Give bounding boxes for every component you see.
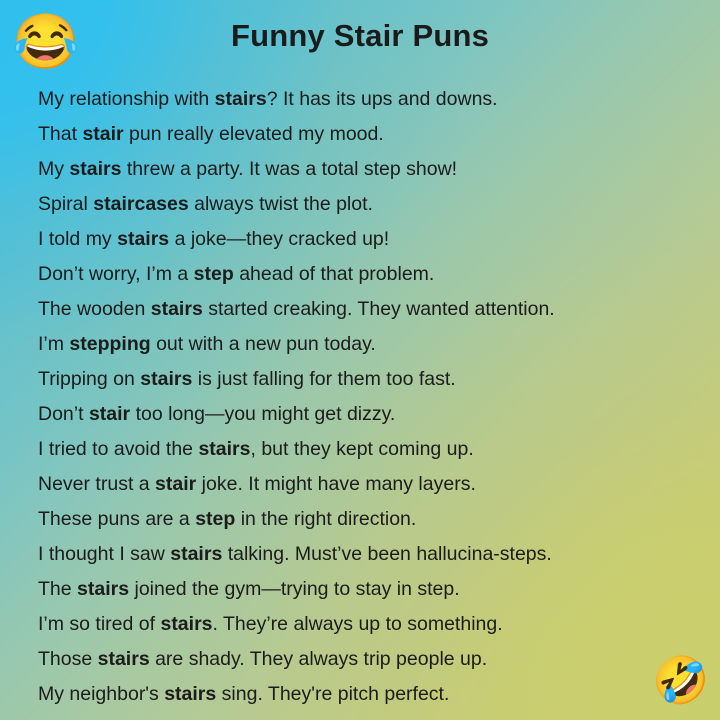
pun-text: I tried to avoid the <box>38 438 199 460</box>
pun-line <box>38 677 692 712</box>
pun-text: in the right direction. <box>235 508 417 530</box>
pun-text: joined the gym—trying to stay in step. <box>129 578 460 600</box>
pun-line <box>38 502 692 537</box>
pun-keyword: stairs <box>150 298 203 320</box>
pun-line <box>38 432 692 467</box>
pun-text: threw a party. It was a total step show! <box>121 158 458 180</box>
pun-text: Spiral <box>38 193 94 215</box>
pun-text: a joke—they cracked up! <box>169 228 390 250</box>
pun-text: Don’t worry, I’m a <box>38 263 194 285</box>
pun-keyword: stairs <box>69 158 122 180</box>
pun-line <box>38 467 692 502</box>
pun-line <box>38 572 692 607</box>
pun-text: These puns are a <box>38 508 196 530</box>
pun-line <box>38 642 692 677</box>
pun-keyword: stairs <box>170 543 223 565</box>
laughing-emoji-icon: 😂 <box>12 12 80 72</box>
pun-line <box>38 82 692 117</box>
pun-keyword: stairs <box>77 578 130 600</box>
pun-keyword: stepping <box>69 333 151 355</box>
pun-text: Never trust a <box>38 473 156 495</box>
pun-text: Those <box>38 648 98 670</box>
pun-keyword: step <box>193 263 234 285</box>
page-title: Funny Stair Puns <box>230 18 490 53</box>
pun-keyword: stairs <box>160 613 213 635</box>
pun-keyword: stair <box>82 123 124 145</box>
pun-text: out with a new pun today. <box>150 333 376 355</box>
pun-text: My relationship with <box>38 88 215 110</box>
pun-text: I’m so tired of <box>38 613 161 635</box>
pun-keyword: stairs <box>164 683 217 705</box>
pun-line <box>38 187 692 222</box>
pun-text: is just falling for them too fast. <box>192 368 456 390</box>
pun-keyword: stairs <box>97 648 150 670</box>
pun-text: always twist the plot. <box>188 193 373 215</box>
pun-text: I thought I saw <box>38 543 171 565</box>
pun-line <box>38 362 692 397</box>
pun-text: Don’t <box>38 403 89 425</box>
pun-text: are shady. They always trip people up. <box>149 648 488 670</box>
pun-text: ? It has its ups and downs. <box>266 88 498 110</box>
pun-line <box>38 222 692 257</box>
pun-keyword: stairs <box>140 368 193 390</box>
pun-keyword: stair <box>155 473 197 495</box>
pun-line <box>38 257 692 292</box>
pun-text: I told my <box>38 228 118 250</box>
pun-keyword: step <box>195 508 236 530</box>
pun-keyword: stairs <box>117 228 170 250</box>
pun-line <box>38 397 692 432</box>
pun-text: The <box>38 578 78 600</box>
pun-line <box>38 327 692 362</box>
pun-line <box>38 117 692 152</box>
pun-text: too long—you might get dizzy. <box>130 403 396 425</box>
pun-keyword: staircases <box>93 193 189 215</box>
pun-list <box>38 82 692 712</box>
pun-line <box>38 152 692 187</box>
pun-text: joke. It might have many layers. <box>196 473 476 495</box>
pun-text: talking. Must’ve been hallucina-steps. <box>222 543 552 565</box>
pun-text: That <box>38 123 83 145</box>
pun-line <box>38 537 692 572</box>
pun-text: ahead of that problem. <box>233 263 435 285</box>
pun-keyword: stair <box>88 403 131 425</box>
pun-text: pun really elevated my mood. <box>123 123 384 145</box>
pun-text: . They’re always up to something. <box>212 613 503 635</box>
pun-keyword: stairs <box>214 88 267 110</box>
pun-text: The wooden <box>38 298 151 320</box>
pun-text: sing. They're pitch perfect. <box>216 683 450 705</box>
pun-text: My neighbor's <box>38 683 165 705</box>
pun-line <box>38 292 692 327</box>
pun-text: My <box>38 158 70 180</box>
pun-line <box>38 607 692 642</box>
pun-text: started creaking. They wanted attention. <box>202 298 555 320</box>
pun-keyword: stairs <box>198 438 251 460</box>
pun-text: I’m <box>38 333 70 355</box>
pun-text: , but they kept coming up. <box>250 438 474 460</box>
pun-text: Tripping on <box>38 368 141 390</box>
rolling-laughing-emoji-icon: 🤣 <box>652 654 710 706</box>
